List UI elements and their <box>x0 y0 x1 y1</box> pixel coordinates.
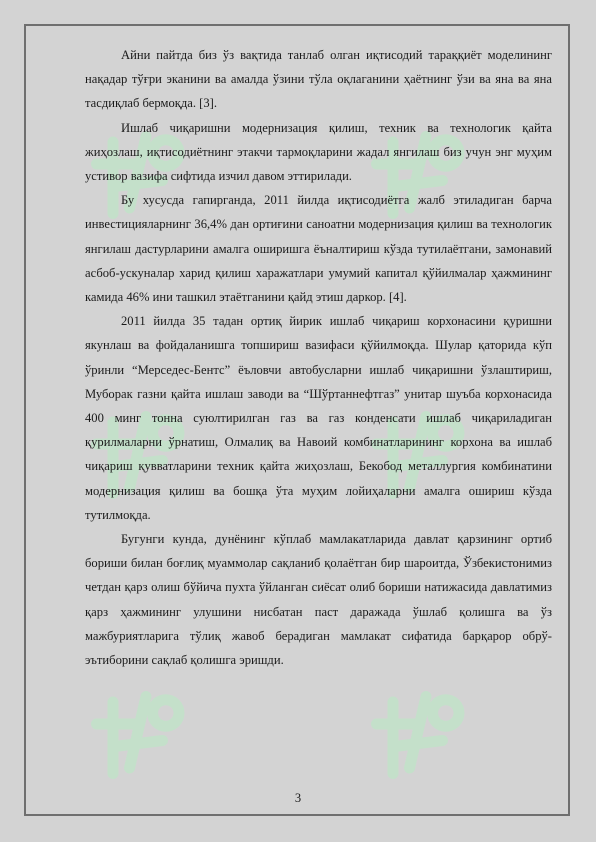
paragraph: 2011 йилда 35 тадан ортиқ йирик ишлаб чиқариш корхонасини қуришни якунлаш ва фойдаланишга топшириш вазифаси қўйилмоқда. Шулар қаторида кўп ўринли “Мерседес-Бентс” ёъловчи автобусларни ишлаб чиқаришни ўзлаштириш, Муборак газни қайта ишлаш заводи ва “Шўртаннефтгаз” унитар шуъба корхонасида 400 минг тонна суюлтирилган газ ва газ конденсати ишлаб чиқариладиган қурилмаларни ўрнатиш, Олмалиқ ва Навоий комбинатларининг корхона ва ишлаб чиқариш қувватларини техник қайта жиҳозлаш, Бекобод металлургия комбинатини модернизация қилиш ва бошқа ўта муҳим лойиҳаларни амалга ошириш кўзда тутилмоқда. <box>85 314 552 522</box>
paragraph: Айни пайтда биз ўз вақтида танлаб олган иқтисодий тараққиёт моделининг нақадар тўғри эканини ва амалда ўзини тўла оқлаганини ҳаётнинг ўзи ва яна ва яна тасдиқлаб бермоқда. [3]. <box>85 48 552 111</box>
page-number: 3 <box>294 791 302 805</box>
paragraph: Ишлаб чиқаришни модернизация қилиш, техник ва технологик қайта жиҳозлаш, иқтисодиётнинг этакчи тармоқларини жадал янгилаш биз учун энг муҳим устивор вазифа сифтида изчил давом эттирилади. <box>85 120 552 184</box>
paragraph: Бугунги кунда, дунёнинг кўплаб мамлакатларида давлат қарзининг ортиб бориши билан боғлиқ муаммолар сақланиб қолаётган бир шароитда, Ўзбекистонимиз четдан қарз олиш бўйича пухта ўйланган сиёсат олиб бориши натижасида давлатимиз қарз ҳажмининг улушини нисбатан паст даражада ўшлаб қолишга ва ўз мажбуриятларига тўлиқ жавоб берадиган мамлакат сифатида барқарор обрў-эътиборини сақлаб қолишга эришди. <box>85 532 552 668</box>
document-body <box>85 43 552 672</box>
paragraph: Бу хусусда гапирганда, 2011 йилда иқтисодиётга жалб этиладиган барча инвестицияларнинг 36,4% дан ортиғини саноатни модернизация қилиш ва технологик янгилаш дастурларини амалга оширишга ёъналтириш кўзда тутилаётгани, замонавий асбоб-ускуналар харид қилиш харажатлари умумий капитал қўйилмалар ҳажмининг камида 46% ини ташкил этаётганини қайд этиш даркор. [4]. <box>85 193 552 305</box>
